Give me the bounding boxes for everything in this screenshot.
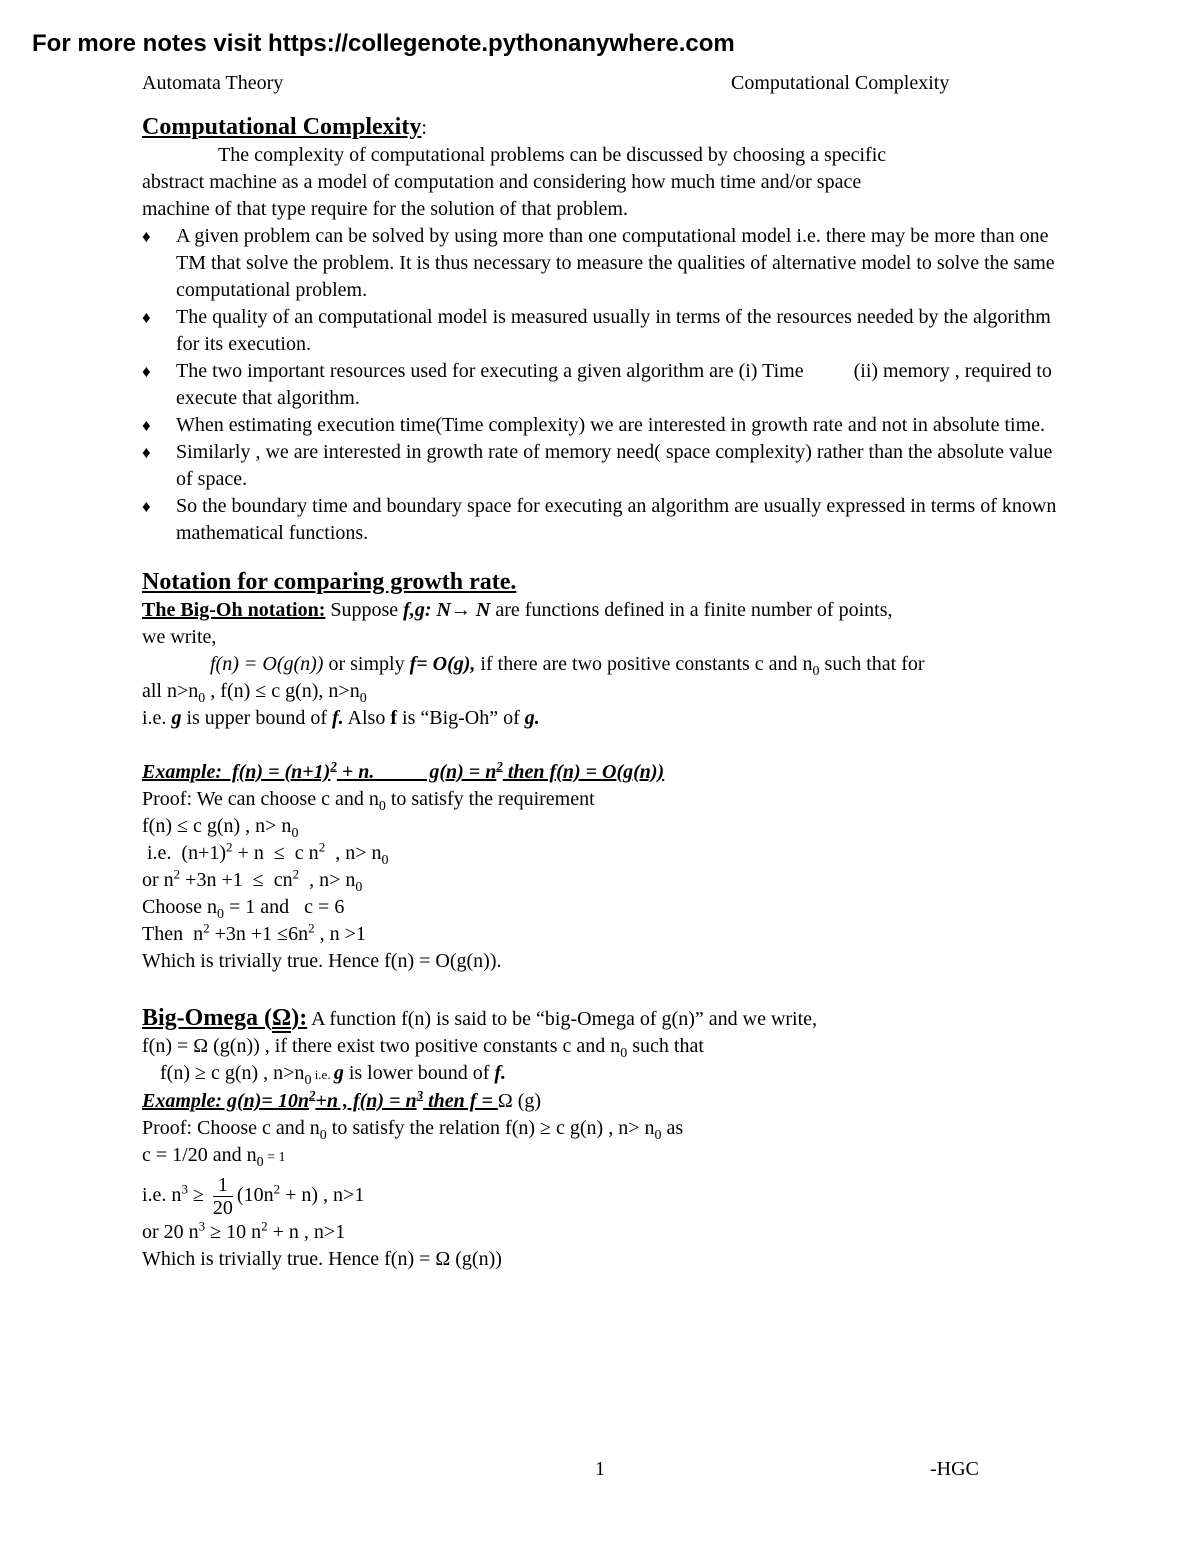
promo-banner: For more notes visit https://collegenote.pythonanywhere.com (32, 30, 735, 57)
section-title: Computational Complexity (142, 114, 422, 140)
omega-example (142, 1088, 1072, 1115)
text: f(n) = Ω (g(n)) , if there exist two positive constants c and n (142, 1035, 621, 1057)
superscript: 2 (273, 1181, 281, 1197)
fraction (213, 1174, 233, 1219)
omega-symbol: Ω (271, 1005, 292, 1031)
text: to satisfy the relation f(n) ≥ c g(n) , n> n (326, 1117, 655, 1139)
text: Example: f(n) = (n+1) (142, 761, 331, 783)
bigoh-example (142, 759, 1072, 786)
text: Example: g(n)= 10n (142, 1090, 309, 1112)
bullet-text: A given problem can be solved by using more than one computational model i.e. there may be more than one TM that solve the problem. It is thus necessary to measure the qualities of alternative model to solve the same computational problem. (176, 225, 1055, 301)
text: + n. g(n) = n (336, 761, 497, 783)
subscript: 0 (359, 691, 367, 706)
text: f,g (403, 599, 425, 621)
superscript: 2 (308, 1087, 316, 1103)
text: (10n (236, 1184, 274, 1206)
text: Big-Omega ( (142, 1005, 272, 1031)
text: , n> n (325, 842, 382, 864)
text: Choose n (142, 896, 217, 918)
subscript: 0 (217, 907, 224, 922)
text: ≥ 10 n (205, 1221, 262, 1243)
text: all n>n (142, 680, 199, 702)
text: : N→ N (424, 599, 491, 621)
bullet-text: When estimating execution time(Time complexity) we are interested in growth rate and not in absolute time. (176, 414, 1046, 436)
text: f= O(g), (409, 653, 476, 675)
section-title (142, 1005, 307, 1033)
text: Proof: We can choose c and n (142, 788, 379, 810)
text: = 1 (263, 1150, 286, 1165)
bullet-text: The quality of an computational model is measured usually in terms of the resources needed by the algorithm for its execution. (176, 306, 1051, 355)
bigoh-condition (142, 678, 1072, 705)
proof-line (142, 1115, 1072, 1142)
subscript: 0 (291, 826, 299, 841)
text: Proof: Choose c and n (142, 1117, 320, 1139)
subscript: 0 (378, 799, 386, 814)
subscript: 0 (654, 1128, 662, 1143)
running-header (142, 70, 1072, 100)
list-item (142, 304, 1072, 358)
diamond-bullet-icon: ♦ (142, 362, 151, 381)
text: + n) , n>1 (280, 1184, 365, 1206)
proof-line (142, 813, 1072, 840)
proof-line (142, 786, 1072, 813)
diamond-bullet-icon: ♦ (142, 308, 151, 327)
text: +n , f(n) = n (315, 1090, 417, 1112)
omega-condition (142, 1060, 1072, 1088)
header-left: Automata Theory (142, 72, 284, 94)
text: f (390, 707, 398, 729)
superscript: 3 (181, 1181, 188, 1197)
text: i.e. (n+1) (142, 842, 227, 864)
intro-line-2: abstract machine as a model of computation and considering how much time and/or space (142, 171, 862, 193)
bullet-text: The two important resources used for executing a given algorithm are (i) Time (ii) memory , required to execute that algorithm. (176, 360, 1057, 409)
text: f. (331, 707, 344, 729)
text: are functions defined in a finite number of points, (490, 599, 893, 621)
subscript: 0 (319, 1128, 327, 1143)
subscript: 0 (381, 853, 389, 868)
proof-line (142, 867, 1072, 894)
text: f(n) ≤ c g(n) , n> n (142, 815, 292, 837)
text: g. (524, 707, 540, 729)
text: , n> n (299, 869, 356, 891)
list-item (142, 493, 1072, 547)
fraction-denominator: 20 (212, 1196, 233, 1219)
page-number: 1 (595, 1458, 605, 1480)
text: f. (494, 1062, 507, 1084)
section-title: Notation for comparing growth rate. (142, 569, 517, 595)
text: or 20 n (142, 1221, 199, 1243)
section-big-omega (142, 1005, 1072, 1273)
we-write: we write, (142, 626, 217, 648)
text: ≥ (187, 1184, 209, 1206)
text: = 1 and c = 6 (224, 896, 345, 918)
text: + n , n>1 (267, 1221, 346, 1243)
text: such that for (819, 653, 925, 675)
proof-line (142, 1142, 1072, 1171)
text: Also (343, 707, 391, 729)
author-signature: -HGC (930, 1458, 979, 1480)
subscript: 0 (812, 664, 820, 679)
text: is “Big-Oh” of (397, 707, 525, 729)
bullet-text: Similarly , we are interested in growth rate of memory need( space complexity) rather than the absolute value of space. (176, 441, 1053, 490)
text: if there are two positive constants c and n (475, 653, 813, 675)
proof-conclusion: Which is trivially true. Hence f(n) = O(g(n)). (142, 950, 502, 972)
superscript: 2 (330, 758, 337, 774)
subscript: 0 (304, 1073, 312, 1088)
subscript: 0 (620, 1046, 628, 1061)
superscript: 2 (173, 866, 181, 882)
diamond-bullet-icon: ♦ (142, 227, 151, 246)
text: is upper bound of (181, 707, 332, 729)
text: to satisfy the requirement (385, 788, 595, 810)
text: as (661, 1117, 684, 1139)
subscript: 0 (355, 880, 363, 895)
superscript: 2 (496, 758, 503, 774)
text: +3n +1 ≤ cn (180, 869, 293, 891)
section-growth-rate (142, 569, 1072, 975)
section-computational-complexity (142, 114, 1072, 547)
bigoh-meaning (142, 705, 1072, 732)
proof-line (142, 840, 1072, 867)
proof-line (142, 921, 1072, 948)
diamond-bullet-icon: ♦ (142, 443, 151, 462)
text: f(n) = O(g(n)) (210, 653, 324, 675)
diamond-bullet-icon: ♦ (142, 497, 151, 516)
text: c = 1/20 and n (142, 1144, 257, 1166)
superscript: 3 (416, 1087, 424, 1103)
text: i.e. (311, 1067, 334, 1082)
text: or simply (323, 653, 410, 675)
bigoh-definition (142, 597, 1072, 624)
text: i.e. (142, 707, 172, 729)
text: g (171, 707, 182, 729)
text: i.e. n (142, 1184, 182, 1206)
superscript: 2 (308, 920, 315, 936)
text: such that (627, 1035, 704, 1057)
list-item (142, 439, 1072, 493)
proof-line (142, 1219, 1072, 1246)
text: , n >1 (314, 923, 366, 945)
text: g (333, 1062, 344, 1084)
superscript: 2 (226, 839, 233, 855)
text: +3n +1 ≤6n (209, 923, 309, 945)
text: + n ≤ c n (232, 842, 319, 864)
diamond-bullet-icon: ♦ (142, 416, 151, 435)
header-right: Computational Complexity (731, 72, 950, 94)
proof-conclusion: Which is trivially true. Hence f(n) = Ω (g(n)) (142, 1248, 502, 1270)
proof-line (142, 894, 1072, 921)
document-body (142, 70, 1072, 1273)
text: ): (291, 1005, 308, 1031)
subscript: 0 (256, 1155, 264, 1170)
text: then f = (423, 1090, 498, 1112)
text: f(n) ≥ c g(n) , n>n (160, 1062, 305, 1084)
bigoh-formula (142, 651, 1072, 678)
list-item (142, 223, 1072, 304)
bullet-text: So the boundary time and boundary space for executing an algorithm are usually expressed in terms of known mathematical functions. (176, 495, 1057, 544)
superscript: 2 (292, 866, 300, 882)
text: is lower bound of (343, 1062, 495, 1084)
text: Suppose (325, 599, 404, 621)
superscript: 2 (203, 920, 210, 936)
text: then f(n) = O(g(n)) (502, 761, 665, 783)
superscript: 3 (198, 1218, 206, 1234)
superscript: 2 (318, 839, 326, 855)
bigoh-label: The Big-Oh notation: (142, 599, 326, 621)
superscript: 2 (261, 1218, 268, 1234)
text: Then n (142, 923, 204, 945)
list-item (142, 412, 1072, 439)
text: A function f(n) is said to be “big-Omega of g(n)” and we write, (307, 1008, 818, 1030)
subscript: 0 (198, 691, 206, 706)
omega-definition (142, 1033, 1072, 1060)
proof-line (142, 1171, 1072, 1219)
list-item (142, 358, 1072, 412)
text: or n (142, 869, 174, 891)
title-colon: : (421, 117, 427, 139)
text: Ω (g) (497, 1090, 542, 1112)
intro-line-1: The complexity of computational problems can be discussed by choosing a specific (218, 144, 887, 166)
bullet-list (142, 223, 1072, 547)
intro-line-3: machine of that type require for the solution of that problem. (142, 198, 628, 220)
text: , f(n) ≤ c g(n), n>n (205, 680, 360, 702)
fraction-numerator: 1 (213, 1174, 233, 1197)
